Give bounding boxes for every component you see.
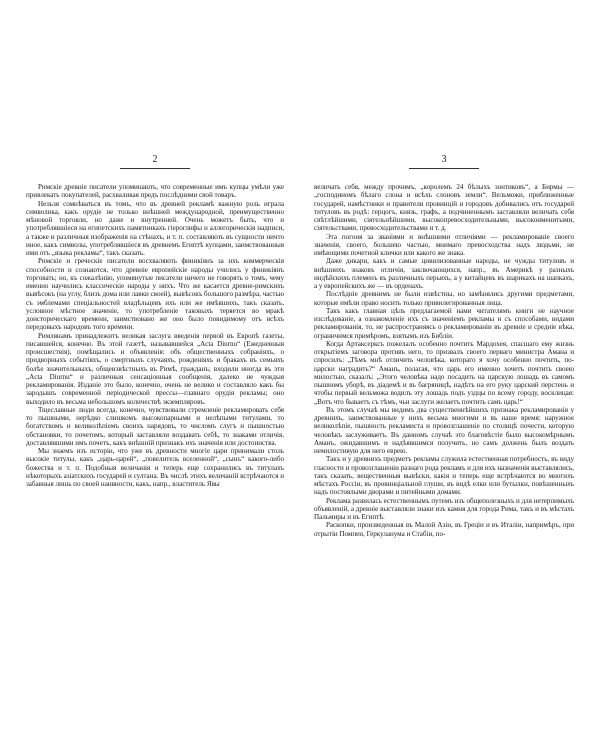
paragraph: Даже дикари, какъ и самые цивилизованные народы, не чужды титуловъ и внѣшнихъ знаковъ отличія, заключающихся, напр., въ Америкѣ у разныхъ индѣйскихъ племенъ въ различныхъ перьяхъ, а у китайцевъ въ шарикахъ на шапкахъ, а у европейскихъ же — въ орденахъ. (314, 257, 574, 290)
paragraph: величать себя, между прочимъ, „королемъ 24 бѣлыхъ зонтиковъ“, а Бирмы — „господиномъ бѣлаго слона и всѣхъ слоновъ земли“. Вельможи, приближенные государей, намѣстники и правители провинцій и городовъ добивались отъ государей титуловъ въ родѣ: герцогъ, князь, графъ, а подчиненнымъ заставляли величать себя свѣтлѣйшими, сіятельнѣйшими, высокопревосходительными, высокоименитыми, сіятельствами, превосходительствами и т. д. (314, 183, 574, 233)
paragraph: Тщеславные люди всегда, конечно, чувствовали стремленіе рекламировать себя то пышными, нерѣдко слишкомъ высокопарными и нелѣпыми титулами, то богатствомъ и великолѣпіемъ своихъ нарядовъ, то числомъ слугъ и пышностью обстановки, то почетомъ, который заставляли воздавать себѣ, то знаками отличія, доставлявшими имъ почетъ, какъ внѣшній признакъ ихъ значенія или достоинства. (26, 405, 284, 447)
page-body (314, 183, 574, 538)
paragraph: Римлянамъ принадлежитъ великая заслуга введенія первой въ Европѣ газеты, писавшейся, конечно. Въ этой газетѣ, называвшейся „Acta Diurnu“ (Ежедневныя происшествія), помѣщались и объявленія: объ общественныхъ собраніяхъ, о придворныхъ событіяхъ, о смертныхъ случаяхъ, рожденіяхъ и бракахъ въ семьяхъ болѣе значительныхъ, общеизвѣстныхъ въ Римѣ, гражданъ; входили иногда въ эти „Acta Diurnu“ и различныя сенсаціонныя сообщенія, далеко не чуждыя рекламированія. Изданіе это было, конечно, очень не велико и составляло какъ бы зародышъ современной періодической прессы—главнаго орудія рекламы; оно выходило въ весьма небольшомъ количествѣ экземпляровъ. (26, 331, 284, 406)
paragraph: Римскіе и греческіе писатели восхваляють финикіянъ за ихъ коммерческія способности и сознаются, что древніе европейскіе народы учились у финикіянъ торговать; но, къ сожалѣнію, упомянутые писатели ничего не говорять о томъ, чему именно научились классическіе народы у нихъ. Что же касается древне-римскихъ вывѣсокъ (на углу, близъ дома или лавки своей), вывѣсокъ большого размѣра, частью съ эмблемами спеціальностей владѣльцевъ ихъ или же имѣвшихъ, такъ сказать, условное мѣстное значеніе, то употребленіе таковыхъ теряется во мракѣ доисторическаго времени, заимствовано же оно было повидимому отъ всѣхъ передовыхъ народовъ того времени. (26, 257, 284, 332)
page-number-rule (120, 168, 190, 169)
paragraph: Раскопки, произведенныя въ Малой Азіи, въ Греціи и въ Италіи, напримѣръ, при отрытіи Помпеи, Геркуланума и Стабіи, по- (314, 521, 574, 538)
paragraph: Эта погоня за званіями и внѣшними отличіями — рекламированіе своего значенія, своего, большею частью, мнимаго превосходства надъ людьми, не имѣющими почетной клички или какого же знака. (314, 232, 574, 257)
paragraph: Реклама развилась естественнымъ путемъ изъ общеполезныхъ и для нетерпимыхъ объявленій, а древніе выставляли знаки изъ камня для города Рима, такъ и въ мѣстахъ Пальмиры и въ Египтѣ. (314, 496, 575, 521)
paragraph: Такъ какъ главная цѣль предлагаемой нами читателямъ книги не научное изслѣдованіе, а ознакомленіе ихъ съ значеніемъ рекламы и съ способами, видами рекламированія, то, не распространяясь о рекламированіи въ древніе и средніе вѣка, ограничимся примѣромъ, взятымъ изъ Библіи. (314, 306, 574, 340)
paragraph: Такъ и у древнихъ предметъ рекламы служила естественная потребность, въ виду гласности и провозглашеніи разнаго рода рекламъ и для ихъ назначенія выставлялись, такъ сказать, вещественныя вывѣски, какія и теперь еще встрѣчаются во многихъ мѣстахъ Россіи, въ провинціальной глуши, въ видѣ елки или бутылки, повѣшенныхъ надъ постоялыми дворами и питейными домами. (314, 455, 574, 497)
paragraph: Мы знаемъ изъ исторіи, что уже въ древности многіе цари принимали столь высокіе титулы, какъ „царь-царей“, „повелитель вселенной“, „сынъ“ какого-либо божества и т. п. Подобныя величанія и теперь еще сохранились въ титулахъ нѣкоторыхъ азіатскихъ государей и султана. Въ числѣ этихъ величаній встрѣчаются и забавныя лишь по своей наивности, какъ, напр., властитель Явы (26, 447, 284, 488)
paragraph: Когда Артаксерксъ пожелалъ особенно почтить Мардохея, спасшаго ему жизнь открытіемъ заговора противъ него, то призвалъ своего перваго министра Амана и спросилъ: „Тѣмъ мнѣ отличить человѣка, котораго я хочу особенно почтить, по-царски наградить?“ Аманъ, полагая, что царь его именно хочетъ почтить своею милостью, сказалъ: „Этого человѣка надо посадить на царскую лошадь въ самомъ пышномъ уборѣ, въ діадемѣ и въ багряницѣ, надѣть на его руку царский перстень и чтобы первый вельможа водилъ эту лошадь подъ уздцы по всему городу, восклицая: „Вотъ что бываетъ съ тѣмъ, чьи заслуги желаетъ почтить самъ царь!“ (314, 339, 574, 406)
page-number: 3 (441, 154, 447, 165)
paragraph: Нельзя сомнѣваться въ томъ, что въ древней рекламѣ важную роль играла символика, какъ орудіе не только внѣшней международной, преимущественно мѣновой торговли, но даже и внутренней. Очень можетъ быть, что и употреблявшіеся на египетскихъ памятникахъ гіероглифы и аллегорическія надписи, а также и различныя изображенія на стѣнахъ, и т. п. составляють въ сущности ничто иное, какъ символы, употреблявшіеся въ древнемъ Египтѣ купцами, заимствованныя ими отъ „языка рекламы“, такъ сказать. (26, 199, 284, 257)
paragraph: Римскіе древніе писатели упоминають, что современные имъ купцы умѣли уже привлекать покупателей, расхваливая предъ послѣдними свой товаръ. (26, 183, 284, 200)
paragraph: Въ этомъ случаѣ мы видимъ два существеннѣйшихъ признака рекламированія у древнихъ, заимствованные у нихъ весьма многими и въ наше время: наружное великолѣпіе, пышность рекламиста и провозглашеніе по столицѣ почести, которую человѣкъ заслуживаетъ. Въ данномъ случаѣ это благовѣстіе было высокомѣрнымъ Аманъ, ожидавшимъ и надѣявшимся получить, но самъ должень былъ воздать немилостивую для него еврею. (314, 405, 574, 455)
paragraph: Послѣдніе древнимъ не были извѣстны, но замѣнялись другими предметами, которые имѣли право носить только привилегированныя лица. (314, 290, 574, 307)
right-page (300, 0, 600, 750)
page-body (26, 183, 284, 488)
page-number-rule (409, 168, 479, 169)
page-number: 2 (152, 154, 158, 165)
